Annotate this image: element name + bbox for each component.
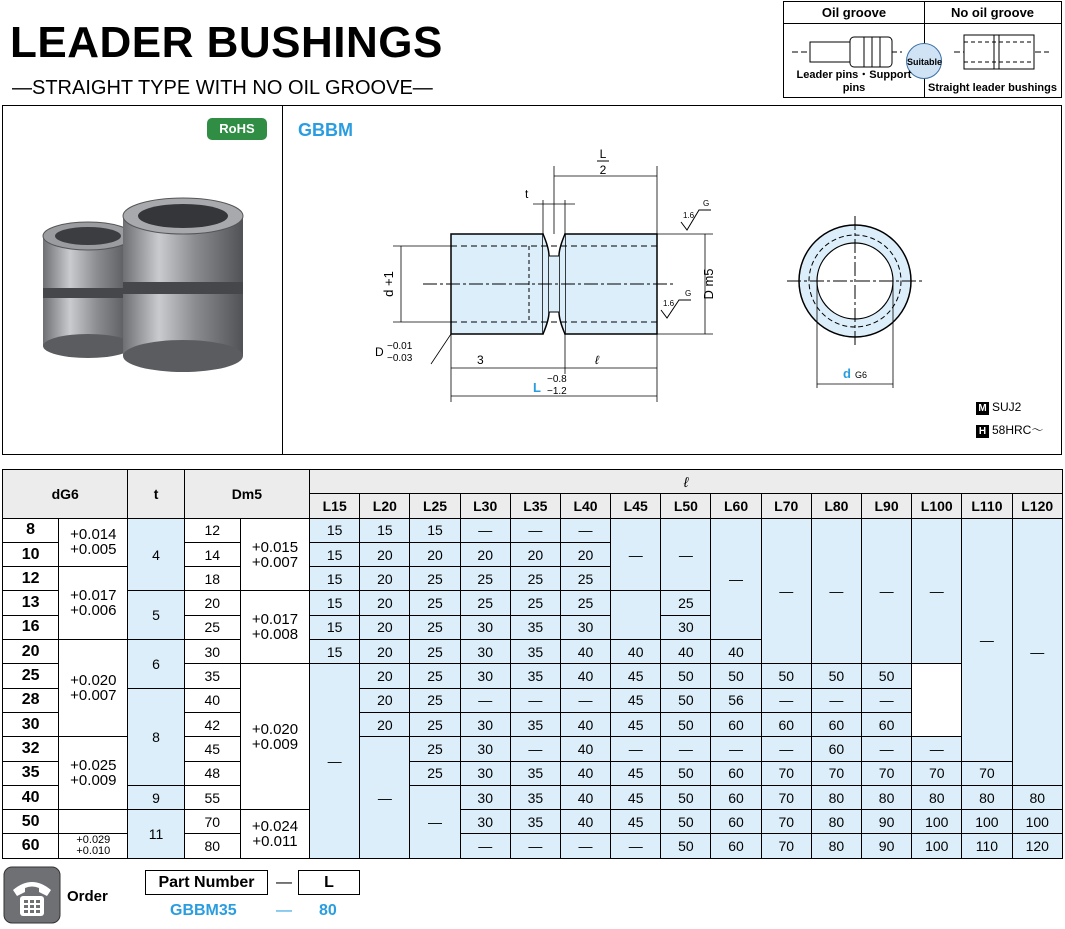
table-row [3,810,1063,834]
dim-L: L [533,380,541,395]
table-row [3,785,1063,809]
cell: 30 [661,615,711,639]
cell: 35 [510,664,560,688]
d-tol: +0.017 +0.006 [59,567,128,640]
cell: 25 [410,615,460,639]
D-value: 40 [184,688,240,712]
cell: 15 [310,542,360,566]
cell: 40 [611,640,661,664]
d-value: 28 [3,688,59,712]
cell: 35 [510,615,560,639]
t-value: 9 [128,785,184,809]
cell: — [861,688,911,712]
legend-oil-groove-header: Oil groove [784,2,924,24]
cell: 60 [761,712,811,736]
cell: 30 [460,810,510,834]
dim-D-label: D [375,345,384,359]
spec-table [2,469,1063,859]
cell: 90 [861,834,911,858]
cell: 40 [711,640,761,664]
cell: 50 [761,664,811,688]
d-value: 30 [3,712,59,736]
cell: 30 [460,761,510,785]
cell: 45 [611,712,661,736]
cell: 20 [360,542,410,566]
D-tol: +0.020 +0.009 [240,664,309,810]
header-L45: L45 [611,494,661,518]
cell: 30 [460,712,510,736]
part-number-header: Part Number [145,870,268,895]
cell: — [761,688,811,712]
cell: — [510,688,560,712]
d-value: 8 [3,518,59,542]
cell: 80 [861,785,911,809]
cell: 35 [510,810,560,834]
cell: 15 [360,518,410,542]
cell: 40 [560,712,610,736]
cell: 40 [560,640,610,664]
header-D: Dm5 [184,470,309,519]
cell: 35 [510,640,560,664]
example-dash: — [276,902,292,919]
straight-bushing-icon [954,32,1049,72]
cell: 60 [711,761,761,785]
cell: 70 [761,810,811,834]
cell: — [861,737,911,761]
suitable-badge: Suitable [906,43,942,79]
cell: 15 [310,640,360,664]
hardness-icon: H [976,425,989,438]
cell: 70 [811,761,861,785]
cell: 60 [811,737,861,761]
D-value: 35 [184,664,240,688]
D-value: 80 [184,834,240,858]
cell: 50 [861,664,911,688]
cell: 80 [1012,785,1063,809]
cell: 60 [711,834,761,858]
header-L60: L60 [711,494,761,518]
cell: 90 [861,810,911,834]
cell: 70 [761,785,811,809]
panel-divider [282,106,283,454]
material-spec [976,400,1021,415]
D-value: 55 [184,785,240,809]
cell: 20 [360,664,410,688]
cell: 15 [310,591,360,615]
cell: 100 [962,810,1012,834]
dim-d-g6: d [843,366,851,381]
dim-D-tol-top: −0.01 [387,341,413,352]
cell: 25 [560,591,610,615]
cell: 25 [661,591,711,615]
dim-D-m5: D m5 [701,268,716,300]
cell: 25 [410,591,460,615]
cell: 70 [761,834,811,858]
cell: 60 [811,712,861,736]
cell: — [811,688,861,712]
header-L20: L20 [360,494,410,518]
cell: 45 [611,810,661,834]
header-L110: L110 [962,494,1012,518]
cell: 25 [410,640,460,664]
cell: 30 [460,785,510,809]
page-title: LEADER BUSHINGS [10,18,443,67]
D-value: 25 [184,615,240,639]
cell: 20 [560,542,610,566]
header-L15: L15 [310,494,360,518]
d-value: 50 [3,810,59,834]
d-value: 16 [3,615,59,639]
side-view-drawing [363,146,716,416]
bushing-photo [33,196,253,376]
cell: — [560,518,610,542]
header-t: t [128,470,184,519]
d-value: 20 [3,640,59,664]
dim-t: t [525,187,529,201]
cell: — [811,518,861,664]
cell: 20 [360,640,410,664]
header-L80: L80 [811,494,861,518]
header-L40: L40 [560,494,610,518]
t-value: 8 [128,688,184,785]
cell: — [611,737,661,761]
cell: 50 [661,761,711,785]
legend-left-caption: Leader pins・Support pins [796,69,912,94]
cell: — [912,518,962,664]
D-tol: +0.017 +0.008 [240,591,309,664]
d-value: 35 [3,761,59,785]
D-value: 45 [184,737,240,761]
example-L: 80 [319,902,337,919]
cell: 40 [560,664,610,688]
cell: 80 [811,785,861,809]
cell [611,591,661,640]
cell: 70 [912,761,962,785]
cell: 20 [510,542,560,566]
d-value: 12 [3,567,59,591]
cell: 110 [962,834,1012,858]
dim-3: 3 [477,353,484,367]
D-value: 20 [184,591,240,615]
cell: 35 [510,761,560,785]
header-L30: L30 [460,494,510,518]
cell: 50 [661,664,711,688]
cell: 50 [811,664,861,688]
d-value: 32 [3,737,59,761]
grind-top: G [703,199,710,208]
cell: 15 [410,518,460,542]
cell: 60 [861,712,911,736]
material-icon: M [976,402,989,415]
grind-bottom: G [685,289,692,298]
cell: 100 [912,810,962,834]
cell: 40 [560,737,610,761]
d-tol: +0.020 +0.007 [59,640,128,737]
d-tol: +0.029 +0.010 [59,834,128,858]
D-value: 14 [184,542,240,566]
cell: 25 [410,664,460,688]
D-value: 18 [184,567,240,591]
cell: 25 [410,712,460,736]
header-L50: L50 [661,494,711,518]
t-value: 11 [128,810,184,859]
cell: 80 [962,785,1012,809]
cell: — [761,737,811,761]
cell: 30 [460,640,510,664]
dim-ell: ℓ [595,353,599,367]
cell: — [560,834,610,858]
cell: 25 [410,737,460,761]
cell: 60 [711,785,761,809]
cell: — [510,737,560,761]
cell: 25 [410,567,460,591]
cell: 20 [460,542,510,566]
d-tol: +0.025 +0.009 [59,737,128,810]
d-value: 60 [3,834,59,858]
D-tol: +0.015 +0.007 [240,518,309,591]
t-value: 6 [128,640,184,689]
header-L90: L90 [861,494,911,518]
d-value: 40 [3,785,59,809]
material-value: SUJ2 [992,400,1022,414]
header-L100: L100 [912,494,962,518]
header-L25: L25 [410,494,460,518]
cell: 25 [510,591,560,615]
cell: 45 [611,664,661,688]
cell: — [761,518,811,664]
cell: 60 [711,712,761,736]
cell: 20 [410,542,460,566]
cell: — [861,518,911,664]
cell: 45 [611,688,661,712]
cell: 70 [962,761,1012,785]
cell: 50 [661,834,711,858]
hardness-value: 58HRC～ [992,423,1044,437]
dim-L-half-num: L [599,147,607,161]
cell: 20 [360,591,410,615]
table-row [3,518,1063,542]
example-part-number: GBBM35 [170,902,237,919]
cell: 40 [560,761,610,785]
cell: 30 [460,664,510,688]
cell: 15 [310,615,360,639]
cell: 60 [711,810,761,834]
cell: — [611,834,661,858]
product-code: GBBM [298,120,353,140]
roughness-bottom: 1.6 [663,299,675,308]
cell: — [560,688,610,712]
cell: 35 [510,785,560,809]
cell: 40 [560,810,610,834]
L-header: L [298,870,360,895]
cell: 15 [310,518,360,542]
cell: — [611,518,661,591]
header-L120: L120 [1012,494,1063,518]
cell: 20 [360,615,410,639]
D-value: 48 [184,761,240,785]
cell: 70 [861,761,911,785]
t-value: 5 [128,591,184,640]
cell: 35 [510,712,560,736]
D-value: 30 [184,640,240,664]
cell: — [510,834,560,858]
dim-L-tol-top: −0.8 [547,374,567,385]
cell: 45 [611,785,661,809]
cell: 20 [360,712,410,736]
dim-d-plus-1: d +1 [381,271,396,297]
dim-L-half-den: 2 [599,163,607,177]
cell: — [460,688,510,712]
rohs-badge: RoHS [207,118,267,140]
cell: 80 [811,810,861,834]
cell: 50 [661,712,711,736]
cell: — [962,518,1012,761]
d-tol: +0.014 +0.005 [59,518,128,567]
d-value: 25 [3,664,59,688]
cell: — [661,518,711,591]
cell: 40 [560,785,610,809]
cell: — [1012,518,1063,785]
cell: — [310,664,360,858]
cell: — [912,737,962,761]
dim-D-tol-bot: −0.03 [387,353,413,364]
legend-right-caption: Straight leader bushings [928,82,1057,94]
cell: — [360,737,410,858]
cell: 20 [360,567,410,591]
cell: 120 [1012,834,1063,858]
cell: 25 [410,688,460,712]
D-value: 42 [184,712,240,736]
cell: 30 [460,737,510,761]
t-value: 4 [128,518,184,591]
cell: 50 [661,785,711,809]
d-value: 10 [3,542,59,566]
cell: 20 [360,688,410,712]
D-value: 70 [184,810,240,834]
D-tol: +0.024 +0.011 [240,810,309,859]
cell: — [460,834,510,858]
cell: — [711,518,761,639]
cell: 25 [510,567,560,591]
header-ell: ℓ [310,470,1063,494]
table-row [3,688,1063,712]
cell: 25 [410,761,460,785]
cell: 100 [912,834,962,858]
cell: 80 [912,785,962,809]
cell: 56 [711,688,761,712]
cell: 70 [761,761,811,785]
cell: 25 [460,567,510,591]
cell: 50 [711,664,761,688]
cell: 30 [460,615,510,639]
oil-groove-legend [783,1,1062,98]
cell: — [410,785,460,858]
cell: — [661,737,711,761]
cell: — [711,737,761,761]
D-value: 12 [184,518,240,542]
cell: 25 [560,567,610,591]
phone-order-icon [3,866,61,924]
dim-L-tol-bot: −1.2 [547,386,567,397]
order-dash: — [276,874,292,891]
cell: — [510,518,560,542]
cell: — [460,518,510,542]
d-value: 13 [3,591,59,615]
header-L70: L70 [761,494,811,518]
dim-g6: G6 [855,370,868,380]
header-d: dG6 [3,470,128,519]
end-view-drawing [783,216,933,396]
cell: 25 [460,591,510,615]
cell: 50 [661,688,711,712]
legend-no-oil-groove-header: No oil groove [924,2,1061,24]
cell: 40 [661,640,711,664]
order-label: Order [67,888,108,905]
hardness-spec [976,421,1043,438]
roughness-top: 1.6 [683,211,695,220]
cell: 30 [560,615,610,639]
cell: 100 [1012,810,1063,834]
cell: 45 [611,761,661,785]
page-subtitle: —STRAIGHT TYPE WITH NO OIL GROOVE— [12,77,433,99]
cell: 50 [661,810,711,834]
cell: 80 [811,834,861,858]
cell: 15 [310,567,360,591]
header-L35: L35 [510,494,560,518]
d-tol-empty [59,810,128,834]
product-panel [2,105,1062,455]
